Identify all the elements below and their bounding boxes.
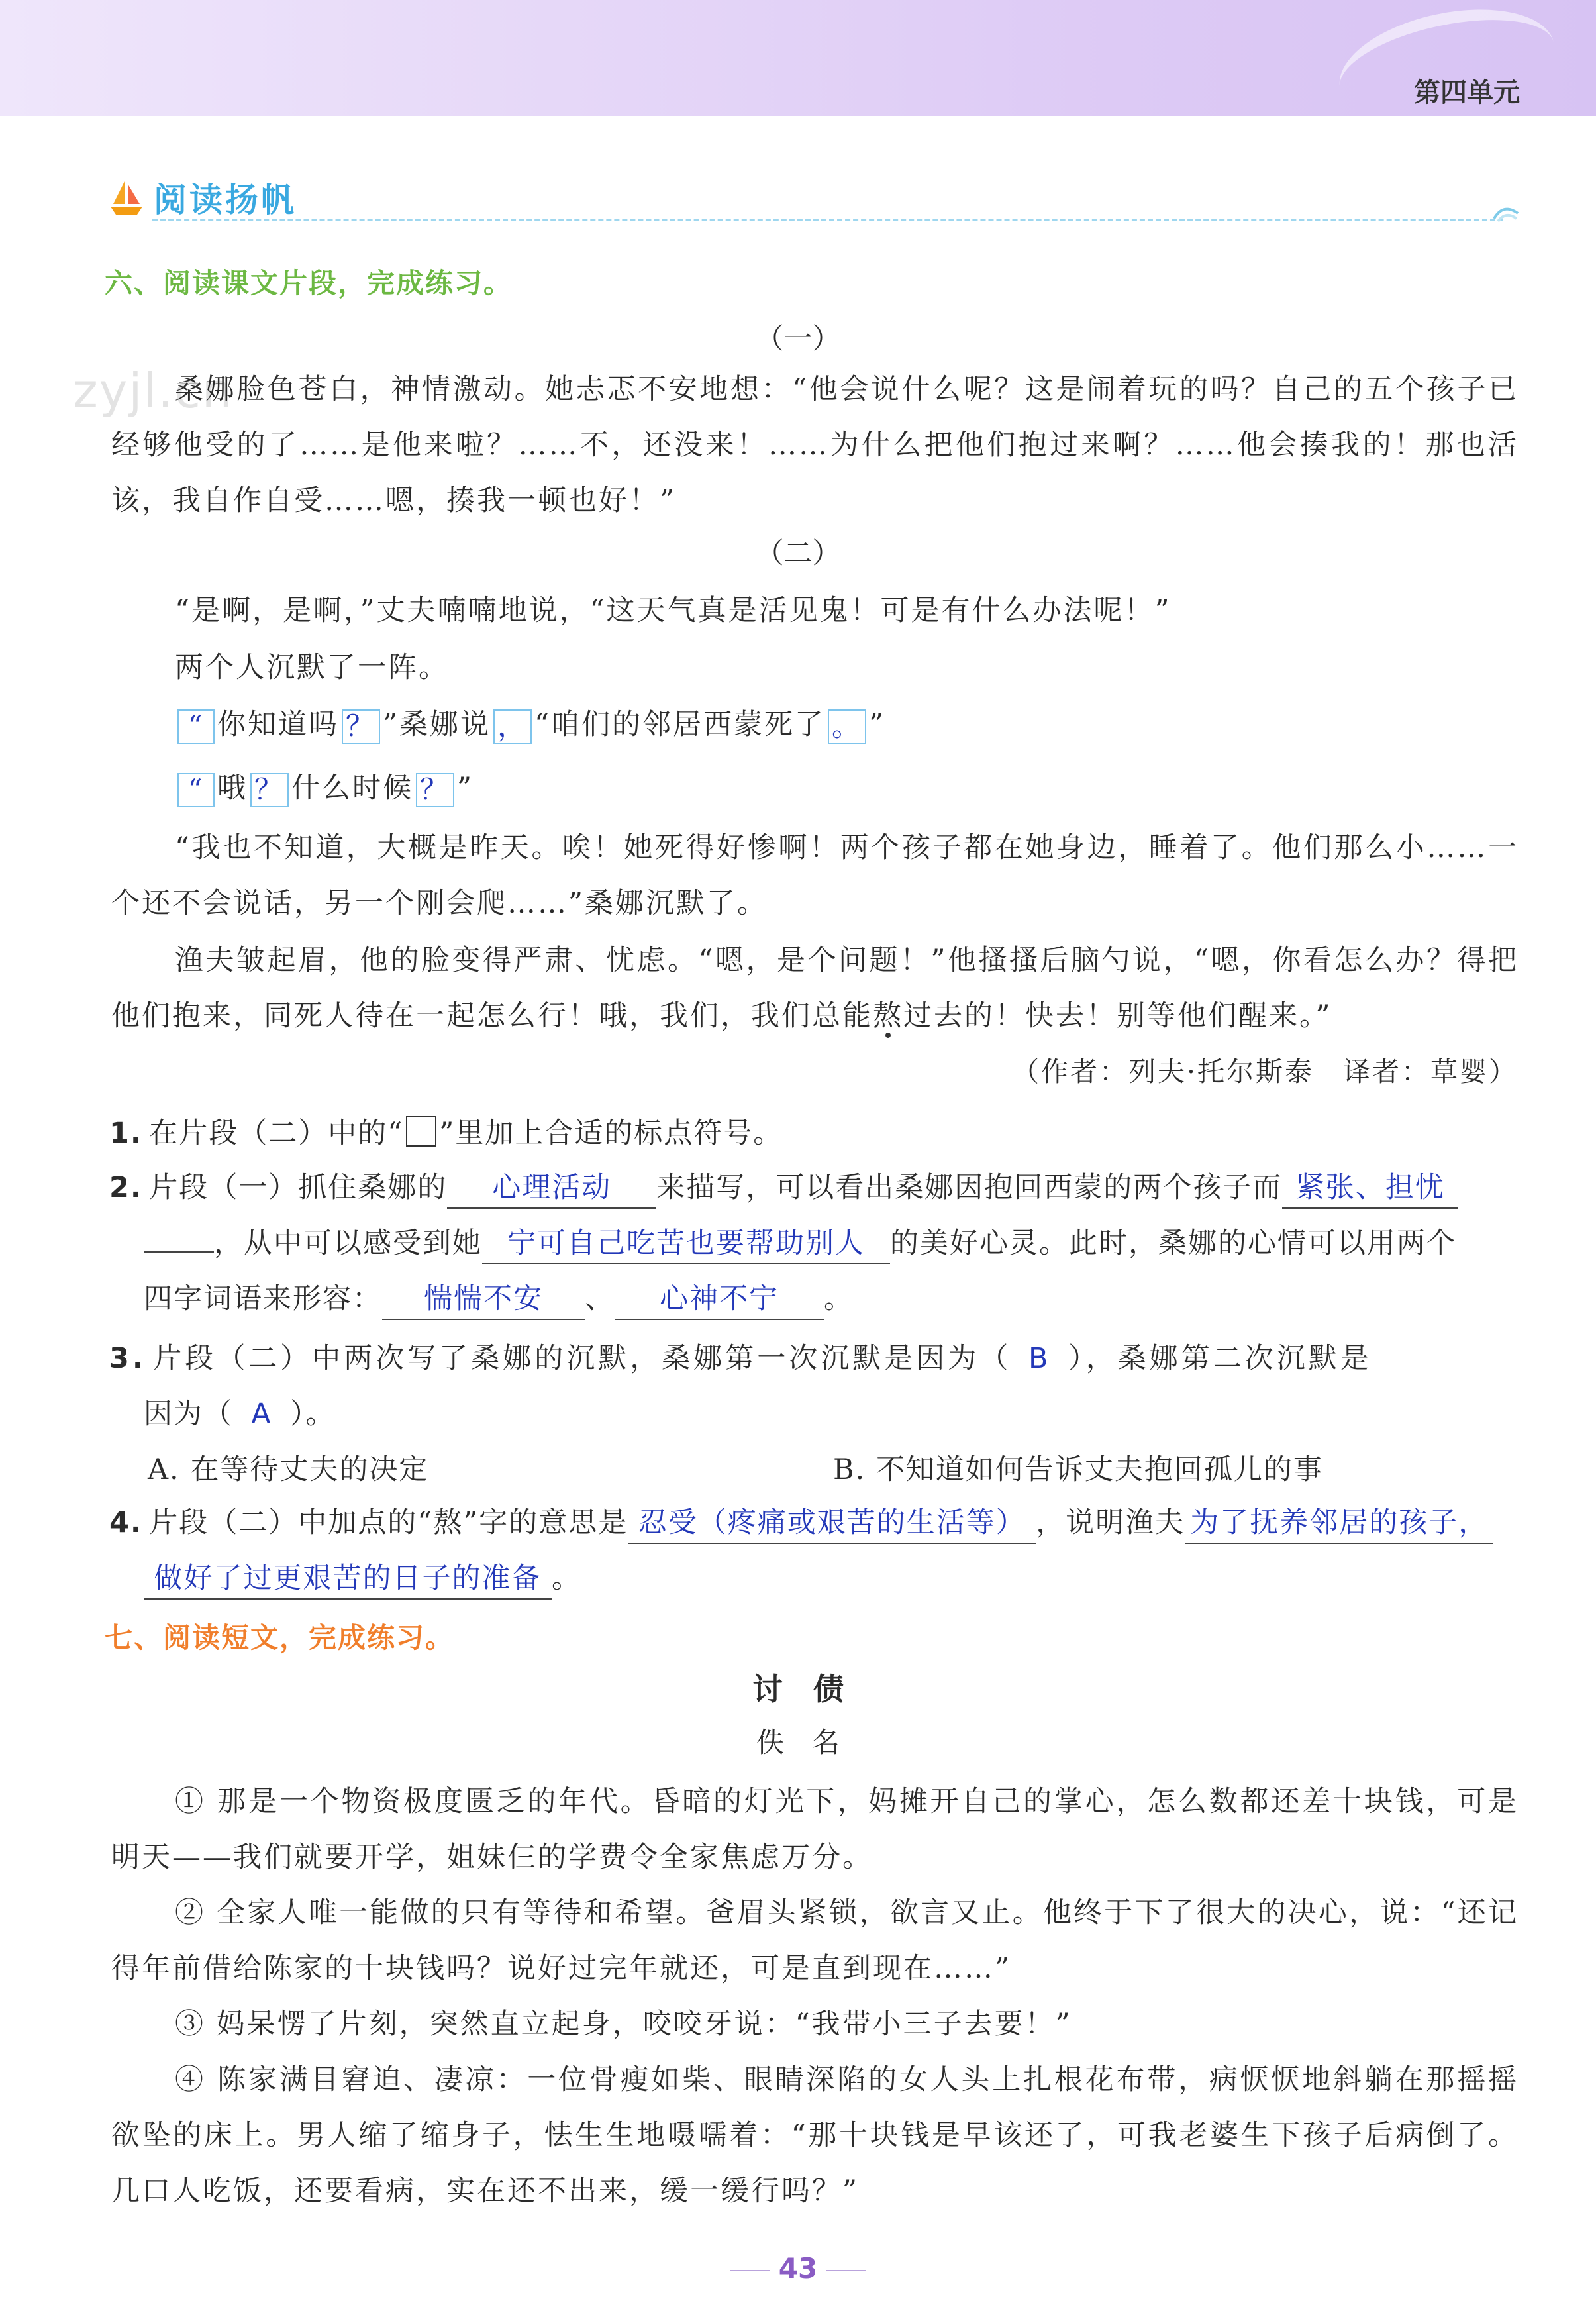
question-2-text-2: 来描写，可以看出桑娜因抱回西蒙的两个孩子而 xyxy=(656,1171,1283,1204)
punct-box-1[interactable]: “ xyxy=(177,709,215,744)
article-author: 佚 名 xyxy=(756,1726,840,1759)
page-number-value: 43 xyxy=(778,2252,818,2284)
article-paragraph-4: ④ 陈家满目窘迫、凄凉：一位骨瘦如柴、眼睛深陷的女人头上扎根花布带，病恹恹地斜躺在那摇摇欲坠的床上。男人缩了缩身子，怯生生地嗫嚅着：“那十块钱是早该还了，可我老婆生下孩子后病倒了。几口人吃饭，还要看病，实在还不出来，缓一缓行吗？” xyxy=(111,2063,1519,2208)
answer-field-2d[interactable]: 惴惴不安 xyxy=(382,1279,585,1320)
question-2-text-5: 四字词语来形容： xyxy=(144,1282,382,1315)
punct-box-5[interactable]: “ xyxy=(177,773,215,807)
watermark: zyjl.cn xyxy=(73,363,234,419)
attribution: （作者：列夫·托尔斯泰 译者：草婴） xyxy=(1011,1056,1518,1088)
question-2-text-1: 片段（一）抓住桑娜的 xyxy=(149,1171,448,1204)
fragment1-text: 桑娜脸色苍白，神情激动。她忐忑不安地想：“他会说什么呢？这是闹着玩的吗？自己的五个孩子已经够他受的了……是他来啦？……不，还没来！……为什么把他们抱过来啊？……他会揍我的！那也活该，我自作自受……嗯，揍我一顿也好！” xyxy=(111,373,1519,517)
section-divider xyxy=(152,219,1503,221)
blank-box-icon xyxy=(406,1116,436,1147)
fragment1-label: （一） xyxy=(755,323,841,356)
punct-box-2[interactable]: ？ xyxy=(342,709,380,744)
answer-field-4c[interactable]: 做好了过更艰苦的日子的准备 xyxy=(144,1559,552,1600)
question-2-line2 xyxy=(109,1215,1554,1272)
answer-field-2b[interactable]: 紧张、担忧 xyxy=(1282,1168,1458,1209)
article-paragraph-2: ② 全家人唯一能做的只有等待和希望。爸眉头紧锁，欲言又止。他终于下了很大的决心，说：“还记得年前借给陈家的十块钱吗？说好过完年就还，可是直到现在……” xyxy=(111,1896,1519,1985)
fragment2-p6-text1: 渔夫皱起眉，他的脸变得严肃、忧虑。“嗯，是个问题！”他搔搔后脑勺说，“嗯，你看怎么办？得把他们抱来，同死人待在一起怎么行！哦，我们，我们总能 xyxy=(111,944,1519,1033)
page-number-dash-left xyxy=(730,2270,770,2271)
section-title: 阅读扬帆 xyxy=(154,181,297,219)
page-number xyxy=(0,2252,1596,2284)
fragment2-p3-text1: 你知道吗 xyxy=(217,708,339,741)
question-3-text-2: ），桑娜第二次沉默是 xyxy=(1068,1342,1372,1375)
punct-box-4[interactable]: 。 xyxy=(828,709,866,744)
fragment2-p5: “我也不知道，大概是昨天。唉！她死得好惨啊！两个孩子都在她身边，睡着了。他们那么小……一个还不会说话，另一个刚会爬……”桑娜沉默了。 xyxy=(111,831,1519,920)
question-2-line3 xyxy=(109,1270,1554,1327)
fragment2-p6-text2: 过去的！快去！别等他们醒来。” xyxy=(903,999,1332,1033)
punct-box-3[interactable]: ， xyxy=(493,709,532,744)
question-4-line2 xyxy=(109,1550,1554,1607)
question-4-text-3: 。 xyxy=(552,1562,581,1595)
question-1-text-a: 在片段（二）中的“ xyxy=(149,1117,404,1150)
question-2-text-3: ，从中可以感受到她 xyxy=(214,1227,482,1260)
fragment2-label: （二） xyxy=(755,537,841,570)
fragment2-p4-text3: ” xyxy=(457,772,474,805)
answer-field-2a[interactable]: 心理活动 xyxy=(447,1168,656,1209)
question-1-text-b: ”里加上合适的标点符号。 xyxy=(439,1117,783,1150)
answer-field-3a[interactable]: B xyxy=(1028,1342,1052,1375)
fragment2-p1: “是啊，是啊，”丈夫喃喃地说，“这天气真是活见鬼！可是有什么办法呢！” xyxy=(175,594,1172,627)
article-title: 讨 债 xyxy=(752,1671,844,1707)
question-3-text-3: 因为（ xyxy=(144,1398,233,1431)
page-number-dash-right xyxy=(826,2270,866,2271)
question-1-number: 1. xyxy=(109,1117,143,1150)
question-3-option-a: A. 在等待丈夫的决定 xyxy=(148,1453,429,1486)
answer-field-4b[interactable]: 为了抚养邻居的孩子， xyxy=(1185,1503,1493,1544)
fragment2-p2: 两个人沉默了一阵。 xyxy=(175,651,449,684)
fragment2-p4-text2: 什么时候 xyxy=(291,772,413,805)
question-2-number: 2. xyxy=(109,1171,143,1204)
question-3-option-b: B. 不知道如何告诉丈夫抱回孤儿的事 xyxy=(833,1453,1323,1486)
part7-heading: 七、阅读短文，完成练习。 xyxy=(105,1621,455,1654)
question-4-line1 xyxy=(109,1494,1520,1551)
question-3-line2 xyxy=(109,1386,1554,1443)
question-3-text-4: ）。 xyxy=(290,1398,336,1431)
answer-field-2b-continued[interactable] xyxy=(144,1251,214,1253)
question-3-text-1: 片段（二）中两次写了桑娜的沉默，桑娜第一次沉默是因为（ xyxy=(153,1342,1012,1375)
emphasis-char-ao: 熬 xyxy=(873,999,903,1033)
article-paragraph-1: ① 那是一个物资极度匮乏的年代。昏暗的灯光下，妈摊开自己的掌心，怎么数都还差十块钱，可是明天——我们就要开学，姐妹仨的学费令全家焦虑万分。 xyxy=(111,1785,1519,1874)
question-1 xyxy=(109,1105,1520,1162)
answer-field-4a[interactable]: 忍受（疼痛或艰苦的生活等） xyxy=(628,1503,1036,1544)
question-2-text-6: 、 xyxy=(585,1282,615,1315)
part6-heading: 六、阅读课文片段，完成练习。 xyxy=(105,267,513,299)
fragment2-p4-text1: 哦 xyxy=(217,772,248,805)
question-2-line1 xyxy=(109,1159,1520,1216)
sailboat-icon xyxy=(109,178,144,217)
question-4-text-1: 片段（二）中加点的“熬”字的意思是 xyxy=(149,1506,628,1539)
wave-icon xyxy=(1491,199,1521,225)
fragment2-p3-text2: ”桑娜说 xyxy=(383,708,491,741)
fragment2-p3 xyxy=(111,697,1582,752)
article-paragraph-3: ③ 妈呆愣了片刻，突然直立起身，咬咬牙说：“我带小三子去要！” xyxy=(175,2008,1072,2041)
fragment2-p3-text3: “咱们的邻居西蒙死了 xyxy=(534,708,825,741)
answer-field-3b[interactable]: A xyxy=(251,1398,272,1431)
question-2-text-4: 的美好心灵。此时，桑娜的心情可以用两个 xyxy=(890,1227,1456,1260)
question-4-text-2: ，说明渔夫 xyxy=(1036,1506,1185,1539)
question-4-number: 4. xyxy=(109,1506,143,1539)
fragment2-p6 xyxy=(111,933,1519,1044)
answer-field-2e[interactable]: 心神不宁 xyxy=(615,1279,824,1320)
question-3-number: 3. xyxy=(109,1342,147,1375)
question-3-line1 xyxy=(109,1330,1520,1387)
punct-box-7[interactable]: ？ xyxy=(416,773,454,807)
fragment2-p3-text4: ” xyxy=(868,708,885,741)
unit-label: 第四单元 xyxy=(1414,77,1520,108)
fragment2-p4 xyxy=(111,760,1582,816)
answer-field-2c[interactable]: 宁可自己吃苦也要帮助别人 xyxy=(482,1223,890,1264)
punct-box-6[interactable]: ？ xyxy=(250,773,289,807)
question-2-text-7: 。 xyxy=(824,1282,854,1315)
